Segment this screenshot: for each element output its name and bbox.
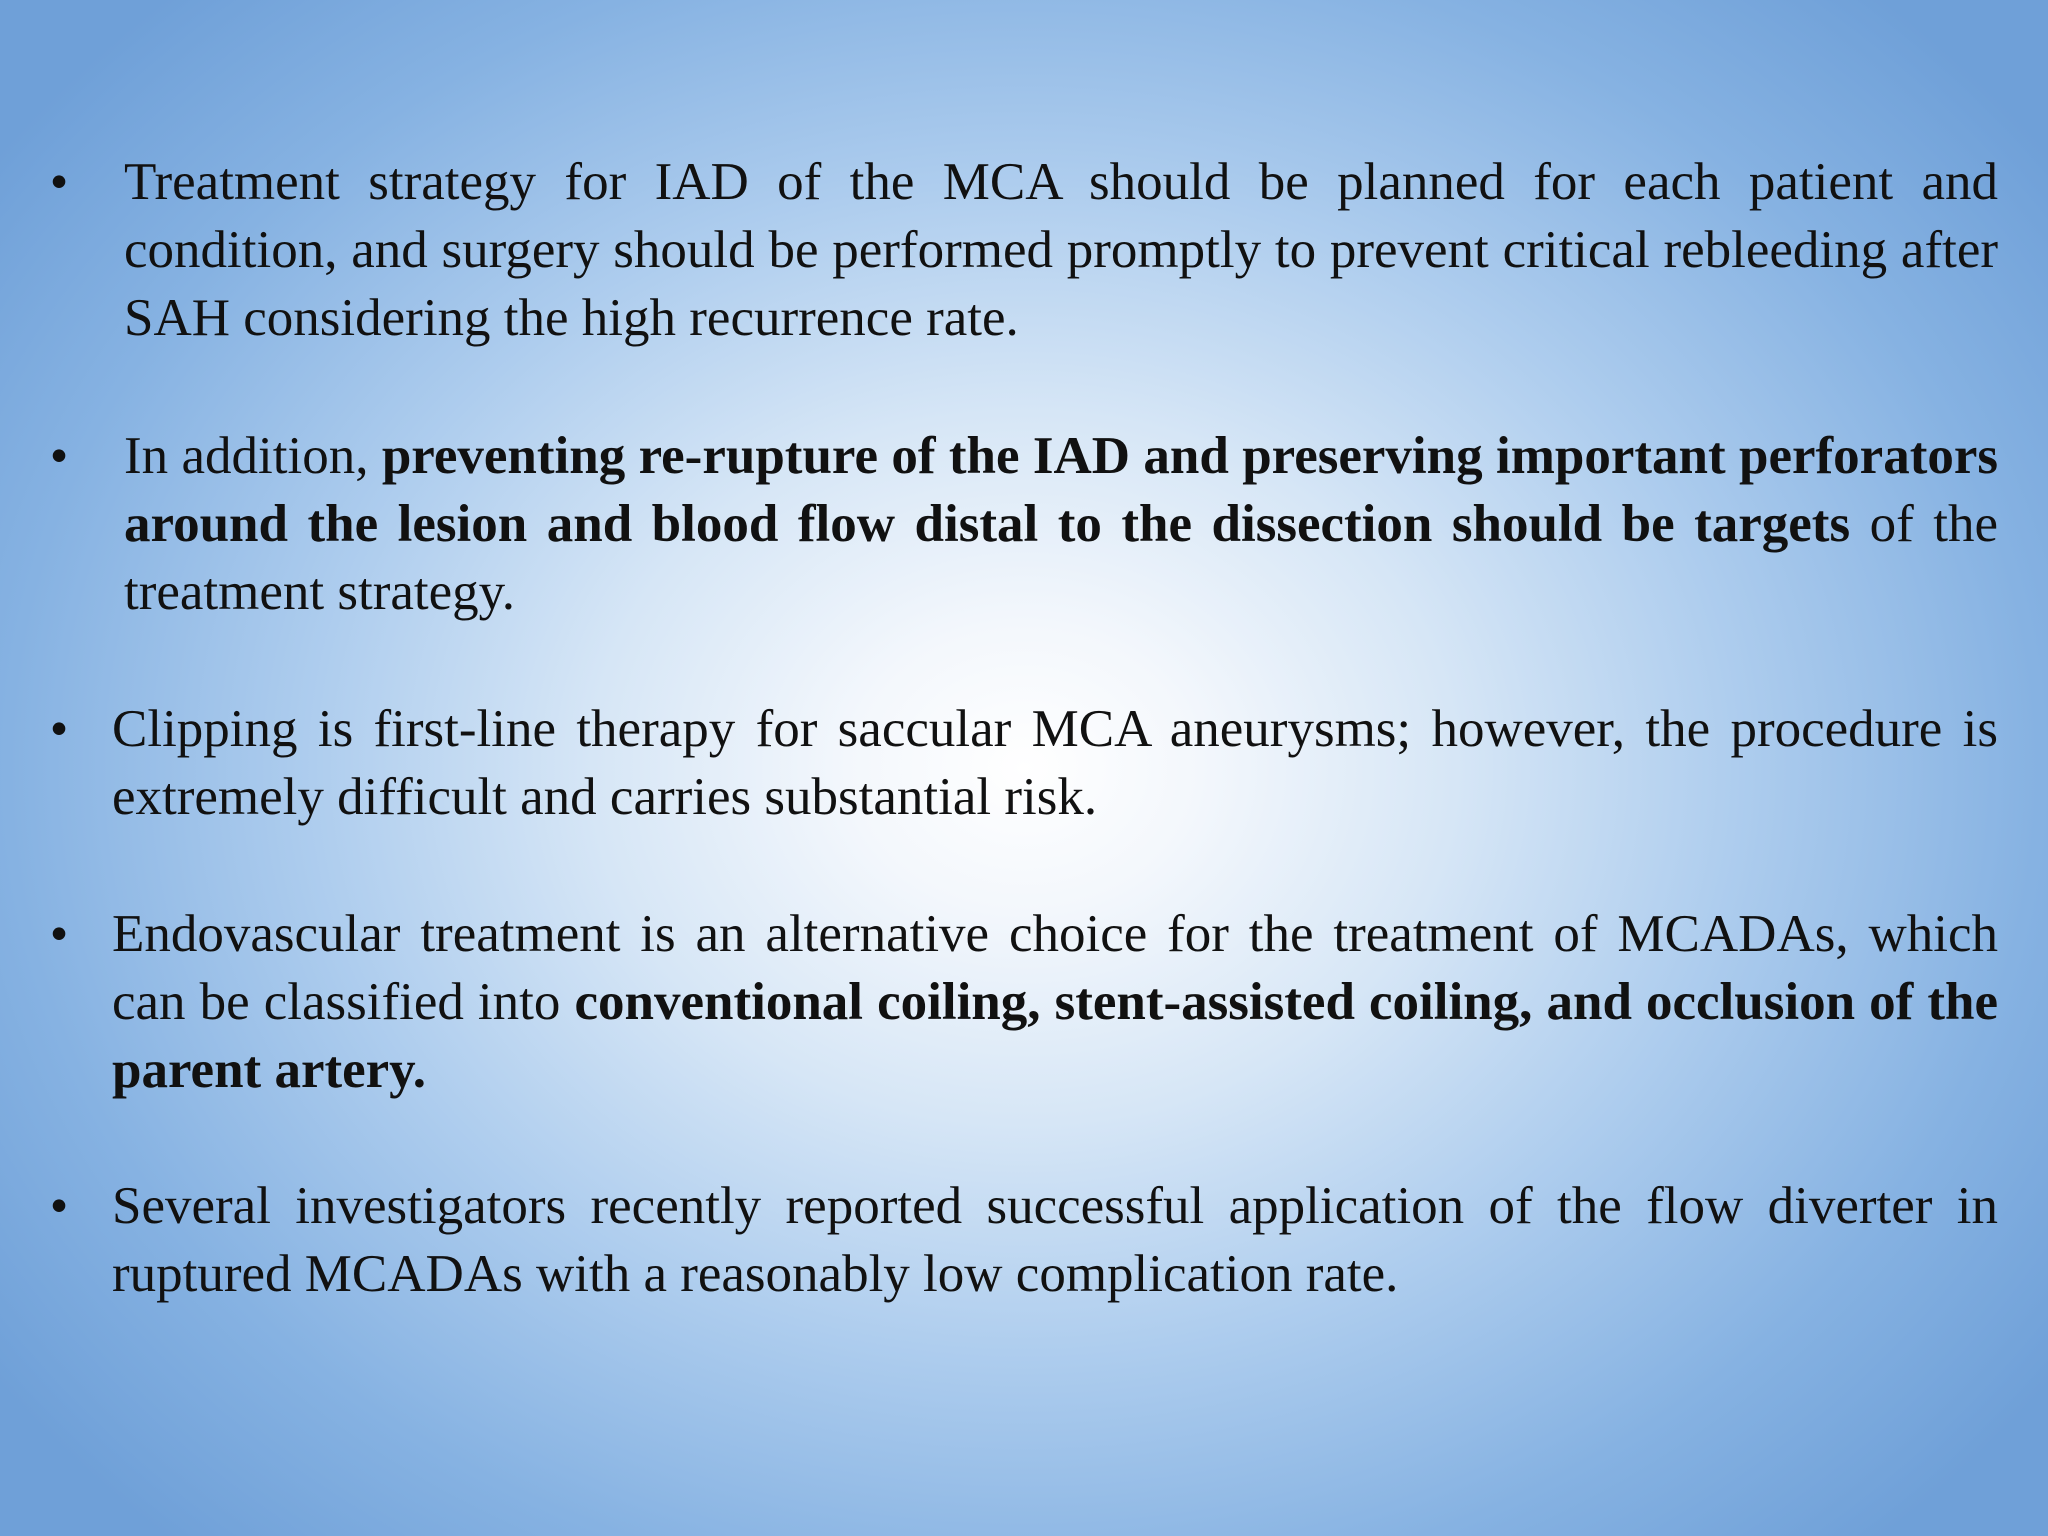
bullet-marker: • xyxy=(49,700,69,758)
bullet-marker: • xyxy=(49,153,69,211)
bullet-marker: • xyxy=(49,1177,69,1235)
bullet-item xyxy=(49,695,1998,831)
bullet-marker: • xyxy=(49,427,69,485)
bullet-text-bold: conventional coiling, stent-assisted coiling, and occlusion of the parent artery. xyxy=(112,973,1999,1099)
bullet-text-lead: Endovascular treatment is an alternative choice for the treatment of MCADAs, which can be classified into xyxy=(112,905,1998,1031)
bullet-text-lead: In addition, xyxy=(124,427,382,485)
bullet-marker: • xyxy=(49,905,69,963)
bullet-item xyxy=(49,1172,1998,1308)
bullet-text: Clipping is first-line therapy for saccular MCA aneurysms; however, the procedure is extremely difficult and carries substantial risk. xyxy=(112,700,1998,826)
bullet-item xyxy=(49,422,1998,626)
bullet-text: Treatment strategy for IAD of the MCA should be planned for each patient and condition, and surgery should be performed promptly to prevent critical rebleeding after SAH considering the high recurrence rate. xyxy=(124,153,1998,347)
bullet-text-tail: of the treatment strategy. xyxy=(124,495,1998,621)
bullet-item xyxy=(49,900,1999,1104)
bullet-text-bold: preventing re-rupture of the IAD and preserving important perforators around the lesion and blood flow distal to the dissection should be targets xyxy=(124,427,1998,553)
bullet-text: Several investigators recently reported successful application of the flow diverter in ruptured MCADAs with a reasonably low complication rate. xyxy=(112,1177,1998,1303)
bullet-item xyxy=(49,148,1998,352)
